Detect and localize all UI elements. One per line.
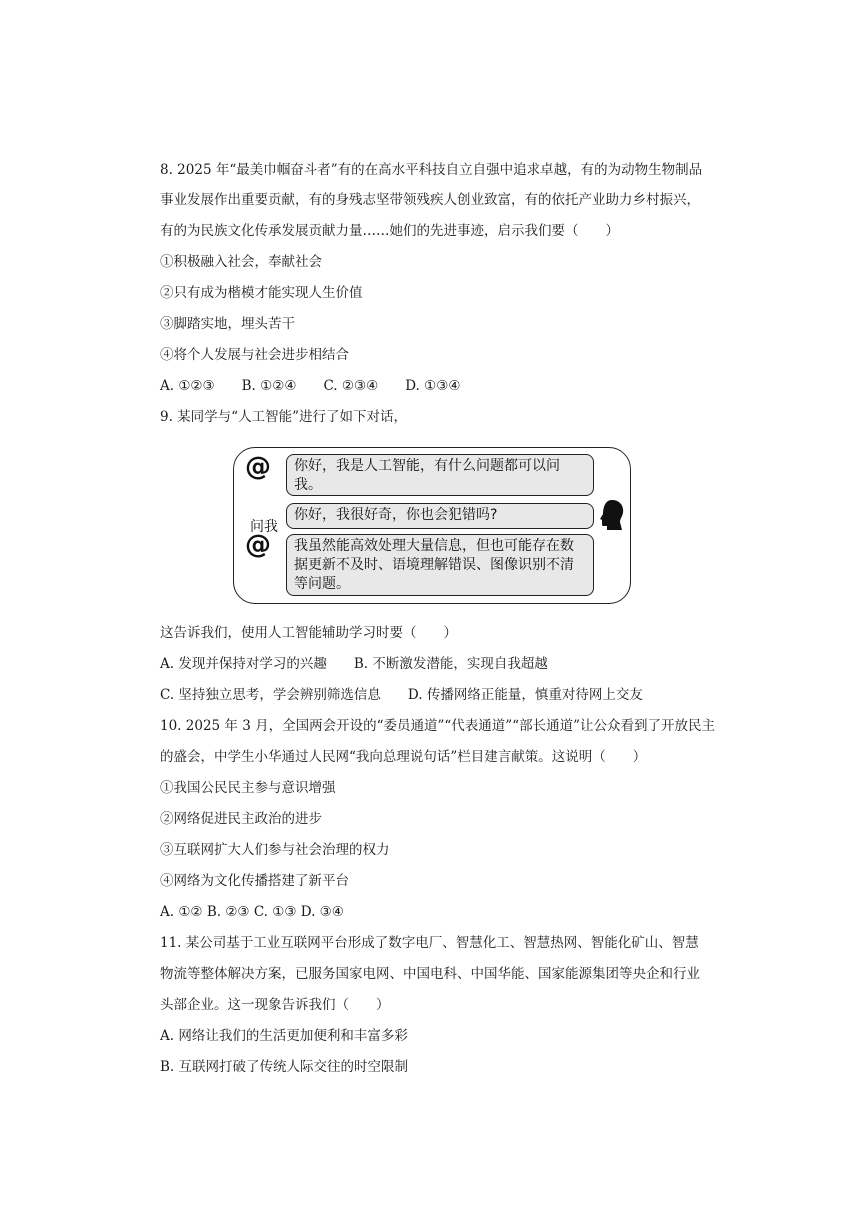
q10-stem-line-2: 的盛会，中学生小华通过人民网“我向总理说句话”栏目建言献策。这说明（ ）: [160, 749, 647, 765]
ai-reply-bubble: 我虽然能高效处理大量信息，但也可能存在数据更新不及时、语境理解错误、图像识别不清等问题。: [286, 534, 594, 596]
q9-stem: 9. 某同学与“人工智能”进行了如下对话，: [160, 409, 407, 425]
q8-option-2: ②只有成为楷模才能实现人生价值: [160, 285, 363, 301]
q10-option-3: ③互联网扩大人们参与社会治理的权力: [160, 842, 390, 858]
q8-stem-line-2: 事业发展作出重要贡献，有的身残志坚带领残疾人创业致富，有的依托产业助力乡村振兴，: [160, 192, 700, 208]
q10-answer-choices: A. ①② B. ②③ C. ①③ D. ③④: [160, 904, 344, 920]
side-label-wenwo: 问我: [250, 519, 278, 535]
q8-option-3: ③脚踏实地，埋头苦干: [160, 316, 295, 332]
q11-stem-line-1: 11. 某公司基于工业互联网平台形成了数字电厂、智慧化工、智慧热网、智能化矿山、智慧: [160, 935, 699, 951]
q9-question: 这告诉我们，使用人工智能辅助学习时要（ ）: [160, 625, 457, 641]
ai-dialog-figure: [233, 447, 631, 604]
q9-choices-cd: C. 坚持独立思考，学会辨别筛选信息 D. 传播网络正能量，慎重对待网上交友: [160, 687, 643, 703]
q8-stem-line-3: 有的为民族文化传承发展贡献力量……她们的先进事迹，启示我们要（ ）: [160, 223, 619, 239]
q9-choices-ab: A. 发现并保持对学习的兴趣 B. 不断激发潜能，实现自我超越: [160, 656, 548, 672]
q10-option-2: ②网络促进民主政治的进步: [160, 811, 322, 827]
student-head-icon: [598, 498, 626, 536]
ai-greeting-bubble: 你好，我是人工智能，有什么问题都可以问我。: [286, 454, 594, 496]
q8-answer-choices: A. ①②③ B. ①②④ C. ②③④ D. ①③④: [160, 378, 461, 394]
q8-option-1: ①积极融入社会，奉献社会: [160, 254, 322, 270]
q10-stem-line-1: 10. 2025 年 3 月，全国两会开设的“委员通道”“代表通道”“部长通道”让公众看到了开放民主: [160, 718, 715, 734]
q10-option-1: ①我国公民民主参与意识增强: [160, 780, 336, 796]
q11-stem-line-3: 头部企业。这一现象告诉我们（ ）: [160, 997, 390, 1013]
student-question-bubble: 你好，我很好奇，你也会犯错吗?: [286, 503, 594, 529]
q11-stem-line-2: 物流等整体解决方案，已服务国家电网、中国电科、中国华能、国家能源集团等央企和行业: [160, 966, 700, 982]
q10-option-4: ④网络为文化传播搭建了新平台: [160, 873, 349, 889]
at-icon-ai-2: @: [245, 530, 271, 560]
q8-option-4: ④将个人发展与社会进步相结合: [160, 347, 349, 363]
q8-stem-line-1: 8. 2025 年“最美巾帼奋斗者”有的在高水平科技自立自强中追求卓越，有的为动物生物制品: [160, 162, 703, 178]
q11-choice-a: A. 网络让我们的生活更加便利和丰富多彩: [160, 1028, 408, 1044]
at-icon-ai-1: @: [245, 452, 271, 482]
q11-choice-b: B. 互联网打破了传统人际交往的时空限制: [160, 1059, 409, 1075]
